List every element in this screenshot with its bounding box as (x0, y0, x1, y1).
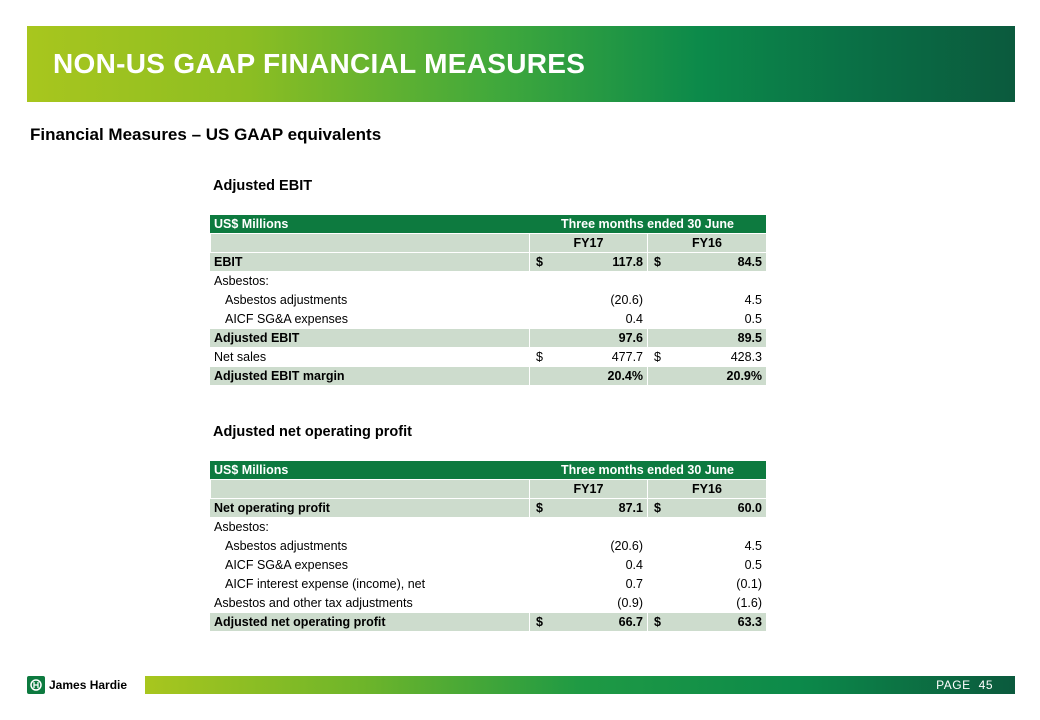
period-label: Three months ended 30 June (529, 461, 766, 480)
adjusted-net-operating-profit-table (210, 461, 766, 632)
row-value-fy16 (647, 499, 766, 518)
adjusted-ebit-table (210, 215, 766, 386)
row-value-fy17: (0.9) (529, 594, 647, 613)
row-label: Asbestos adjustments (210, 537, 529, 556)
page-indicator (936, 678, 993, 692)
table-row (210, 556, 766, 575)
row-value-fy17 (529, 518, 647, 537)
page-title: NON-US GAAP FINANCIAL MEASURES (53, 48, 586, 79)
row-value-fy17: (20.6) (529, 537, 647, 556)
table-row (210, 537, 766, 556)
table-row (210, 272, 766, 291)
row-value-fy16: 4.5 (647, 291, 766, 310)
table-row (210, 310, 766, 329)
row-value-fy16: 0.5 (647, 556, 766, 575)
dollar-sign: $ (654, 350, 661, 364)
dollar-sign: $ (536, 615, 543, 629)
row-label: Asbestos: (210, 272, 529, 291)
row-label: Adjusted net operating profit (210, 613, 529, 632)
row-value-fy16: 89.5 (647, 329, 766, 348)
subheader-blank (210, 234, 529, 253)
row-value-fy16 (647, 272, 766, 291)
row-label: Adjusted EBIT (210, 329, 529, 348)
page-subtitle: Financial Measures – US GAAP equivalents (30, 125, 382, 144)
row-label: AICF interest expense (income), net (210, 575, 529, 594)
table-row (210, 575, 766, 594)
row-value-fy17 (529, 272, 647, 291)
table-row (210, 367, 766, 386)
value-text: 84.5 (737, 255, 762, 269)
value-text: 87.1 (618, 501, 643, 515)
row-value-fy17 (529, 499, 647, 518)
value-text: 477.7 (611, 350, 643, 364)
dollar-sign: $ (536, 255, 543, 269)
row-value-fy17 (529, 253, 647, 272)
table-row (210, 329, 766, 348)
dollar-sign: $ (536, 350, 543, 364)
row-value-fy17 (529, 348, 647, 367)
table1-title: Adjusted EBIT (213, 178, 313, 194)
table-row (210, 253, 766, 272)
value-text: 66.7 (618, 615, 643, 629)
footer-bar (145, 676, 1015, 694)
table-header-row (210, 215, 766, 234)
unit-label: US$ Millions (210, 215, 529, 234)
table-row (210, 499, 766, 518)
col-header-fy17: FY17 (529, 480, 647, 499)
row-value-fy17 (529, 613, 647, 632)
dollar-sign: $ (536, 501, 543, 515)
unit-label: US$ Millions (210, 461, 529, 480)
table-row (210, 291, 766, 310)
dollar-sign: $ (654, 255, 661, 269)
row-value-fy16 (647, 348, 766, 367)
row-label: AICF SG&A expenses (210, 556, 529, 575)
row-value-fy16: 0.5 (647, 310, 766, 329)
value-text: 117.8 (612, 255, 643, 269)
table-row (210, 518, 766, 537)
logo-text: James Hardie (49, 678, 128, 692)
row-value-fy17: 20.4% (529, 367, 647, 386)
row-value-fy17: 0.4 (529, 556, 647, 575)
table-row (210, 594, 766, 613)
dollar-sign: $ (654, 501, 661, 515)
row-value-fy16: 20.9% (647, 367, 766, 386)
row-label: AICF SG&A expenses (210, 310, 529, 329)
value-text: 63.3 (737, 615, 762, 629)
table-subheader-row (210, 480, 766, 499)
row-value-fy17: 0.4 (529, 310, 647, 329)
row-label: Adjusted EBIT margin (210, 367, 529, 386)
logo-glyph-icon (30, 679, 42, 691)
period-label: Three months ended 30 June (529, 215, 766, 234)
col-header-fy16: FY16 (647, 234, 766, 253)
row-value-fy16: (1.6) (647, 594, 766, 613)
table2-title: Adjusted net operating profit (213, 424, 412, 440)
row-label: Asbestos adjustments (210, 291, 529, 310)
table-header-row (210, 461, 766, 480)
row-value-fy17: 97.6 (529, 329, 647, 348)
col-header-fy17: FY17 (529, 234, 647, 253)
title-banner (27, 26, 1015, 102)
row-value-fy17: (20.6) (529, 291, 647, 310)
table-subheader-row (210, 234, 766, 253)
row-value-fy16 (647, 518, 766, 537)
page-label: PAGE (936, 678, 971, 692)
dollar-sign: $ (654, 615, 661, 629)
row-value-fy16: (0.1) (647, 575, 766, 594)
table-row (210, 613, 766, 632)
page-number: 45 (978, 678, 993, 692)
james-hardie-logo-icon (27, 676, 45, 694)
row-value-fy17: 0.7 (529, 575, 647, 594)
row-label: Asbestos and other tax adjustments (210, 594, 529, 613)
table-row (210, 348, 766, 367)
subheader-blank (210, 480, 529, 499)
row-value-fy16 (647, 613, 766, 632)
row-value-fy16: 4.5 (647, 537, 766, 556)
row-label: Net sales (210, 348, 529, 367)
company-logo (27, 676, 127, 694)
value-text: 428.3 (730, 350, 762, 364)
row-label: EBIT (210, 253, 529, 272)
row-label: Asbestos: (210, 518, 529, 537)
row-label: Net operating profit (210, 499, 529, 518)
row-value-fy16 (647, 253, 766, 272)
value-text: 60.0 (737, 501, 762, 515)
col-header-fy16: FY16 (647, 480, 766, 499)
